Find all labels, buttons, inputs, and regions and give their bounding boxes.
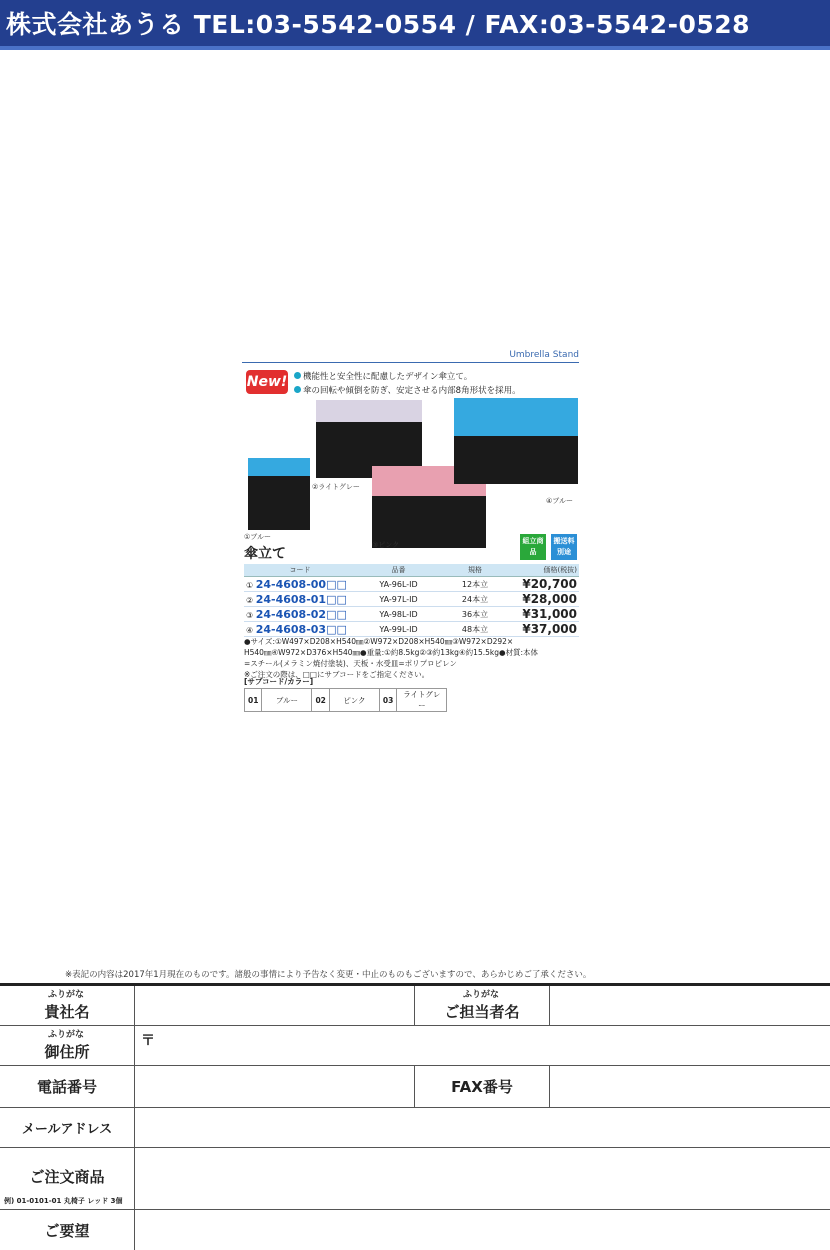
company-label-cell	[0, 986, 135, 1025]
subcode-title: [サブコード/カラー]	[244, 677, 314, 686]
umbrella-stand-image-1	[248, 458, 310, 530]
address-label: 御住所	[44, 1043, 90, 1061]
product-name: 傘立て	[244, 546, 286, 562]
table-row	[244, 622, 579, 637]
product-code: 24-4608-02□□	[255, 607, 347, 621]
spec-cell: 12本立	[441, 577, 509, 592]
form-row-order	[0, 1148, 830, 1210]
feature-text: 機能性と安全性に配慮したデザイン傘立て。	[303, 372, 473, 382]
model-cell: YA-98L-ID	[356, 607, 441, 622]
request-input[interactable]	[135, 1210, 830, 1250]
order-label-cell	[0, 1148, 135, 1209]
model-cell: YA-96L-ID	[356, 577, 441, 592]
note-line: ※ご注文の際は、□□にサブコードをご指定ください。	[244, 670, 430, 679]
table-row	[244, 592, 579, 607]
image-caption-1: ①ブルー	[244, 533, 271, 541]
person-input[interactable]	[550, 986, 830, 1025]
phone-label: 電話番号	[0, 1066, 135, 1107]
header-accent-line	[0, 46, 830, 50]
bullet-icon	[294, 386, 301, 393]
furigana-label: ふりがな	[48, 1030, 85, 1040]
subcode-code: 01	[245, 689, 262, 712]
spec-cell: 36本立	[441, 607, 509, 622]
assembly-tag: 組立商品	[520, 534, 546, 560]
person-label-cell	[415, 986, 550, 1025]
image-caption-4: ④ブルー	[546, 497, 573, 505]
person-label: ご担当者名	[444, 1003, 520, 1021]
subcode-code: 03	[379, 689, 396, 712]
order-label: ご注文商品	[29, 1168, 105, 1186]
header-bar	[0, 0, 830, 50]
furigana-label: ふりがな	[463, 990, 500, 1000]
spec-table	[244, 564, 579, 637]
category-divider	[242, 362, 579, 363]
subcode-code: 02	[312, 689, 329, 712]
form-row-request	[0, 1210, 830, 1250]
subcode-color: ライトグレー	[397, 689, 447, 712]
order-form	[0, 983, 830, 1250]
form-row-company	[0, 986, 830, 1026]
table-row	[244, 607, 579, 622]
stand-top-gray	[316, 400, 422, 422]
row-number: ④	[246, 625, 254, 635]
form-row-email	[0, 1108, 830, 1148]
phone-input[interactable]	[135, 1066, 415, 1107]
request-label: ご要望	[0, 1210, 135, 1250]
stand-top-blue	[454, 398, 578, 436]
header-model: 品番	[356, 564, 441, 577]
fax-input[interactable]	[550, 1066, 830, 1107]
note-line: H540㎜④W972×D376×H540㎜●重量:①約8.5kg②③約13kg④約15.5kg●材質:本体	[244, 648, 539, 657]
order-input[interactable]	[135, 1148, 830, 1209]
subcode-color: ピンク	[329, 689, 379, 712]
price-cell: ¥37,000	[509, 622, 579, 637]
address-label-cell	[0, 1026, 135, 1065]
price-cell: ¥28,000	[509, 592, 579, 607]
note-line: =スチール(メラミン焼付塗装)、天板・水受皿=ポリプロピレン	[244, 659, 457, 668]
model-cell: YA-99L-ID	[356, 622, 441, 637]
spec-header-row	[244, 564, 579, 577]
feature-2	[294, 384, 521, 396]
note-line: ●サイズ:①W497×D208×H540㎜②W972×D208×H540㎜③W972×D292×	[244, 637, 514, 646]
address-input[interactable]	[135, 1026, 830, 1065]
spec-cell: 48本立	[441, 622, 509, 637]
code-cell	[244, 607, 356, 622]
fax-label: FAX番号	[415, 1066, 550, 1107]
price-cell: ¥20,700	[509, 577, 579, 592]
shipping-tag: 搬送料別途	[551, 534, 577, 560]
order-example: 例) 01-0101-01 丸椅子 レッド 3個	[4, 1197, 123, 1205]
form-row-address	[0, 1026, 830, 1066]
subcode-row	[245, 689, 447, 712]
table-row	[244, 577, 579, 592]
disclaimer: ※表記の内容は2017年1月現在のものです。諸般の事情により予告なく変更・中止のものもございますので、あらかじめご了承ください。	[65, 970, 592, 980]
zip-mark: 〒	[141, 1033, 155, 1049]
code-cell	[244, 592, 356, 607]
spec-cell: 24本立	[441, 592, 509, 607]
code-cell	[244, 622, 356, 637]
product-code: 24-4608-00□□	[255, 577, 347, 591]
row-number: ③	[246, 610, 254, 620]
furigana-label: ふりがな	[48, 990, 85, 1000]
header-code: コード	[244, 564, 356, 577]
header-title: 株式会社あうる TEL:03-5542-0554 / FAX:03-5542-0528	[6, 10, 751, 39]
feature-text: 傘の回転や傾倒を防ぎ、安定させる内部8角形状を採用。	[303, 386, 521, 396]
header-spec: 規格	[441, 564, 509, 577]
model-cell: YA-97L-ID	[356, 592, 441, 607]
product-code: 24-4608-03□□	[255, 622, 347, 636]
price-cell: ¥31,000	[509, 607, 579, 622]
code-cell	[244, 577, 356, 592]
header-price: 価格(税抜)	[509, 564, 579, 577]
image-caption-3: ③ピンク	[372, 541, 400, 549]
umbrella-stand-image-4	[454, 398, 578, 484]
stand-top-blue	[248, 458, 310, 476]
catalog-section	[242, 348, 587, 708]
subcode-table	[244, 688, 447, 712]
row-number: ②	[246, 595, 254, 605]
subcode-color: ブルー	[262, 689, 312, 712]
product-code: 24-4608-01□□	[255, 592, 347, 606]
company-label: 貴社名	[44, 1003, 90, 1021]
spec-notes	[244, 636, 584, 680]
row-number: ①	[246, 580, 254, 590]
feature-1	[294, 370, 472, 382]
email-input[interactable]	[135, 1108, 830, 1147]
form-row-phone	[0, 1066, 830, 1108]
email-label: メールアドレス	[0, 1108, 135, 1147]
image-caption-2: ②ライトグレー	[312, 483, 360, 491]
company-input[interactable]	[135, 986, 415, 1025]
new-badge: New!	[246, 370, 288, 394]
bullet-icon	[294, 372, 301, 379]
category-label: Umbrella Stand	[509, 350, 579, 360]
